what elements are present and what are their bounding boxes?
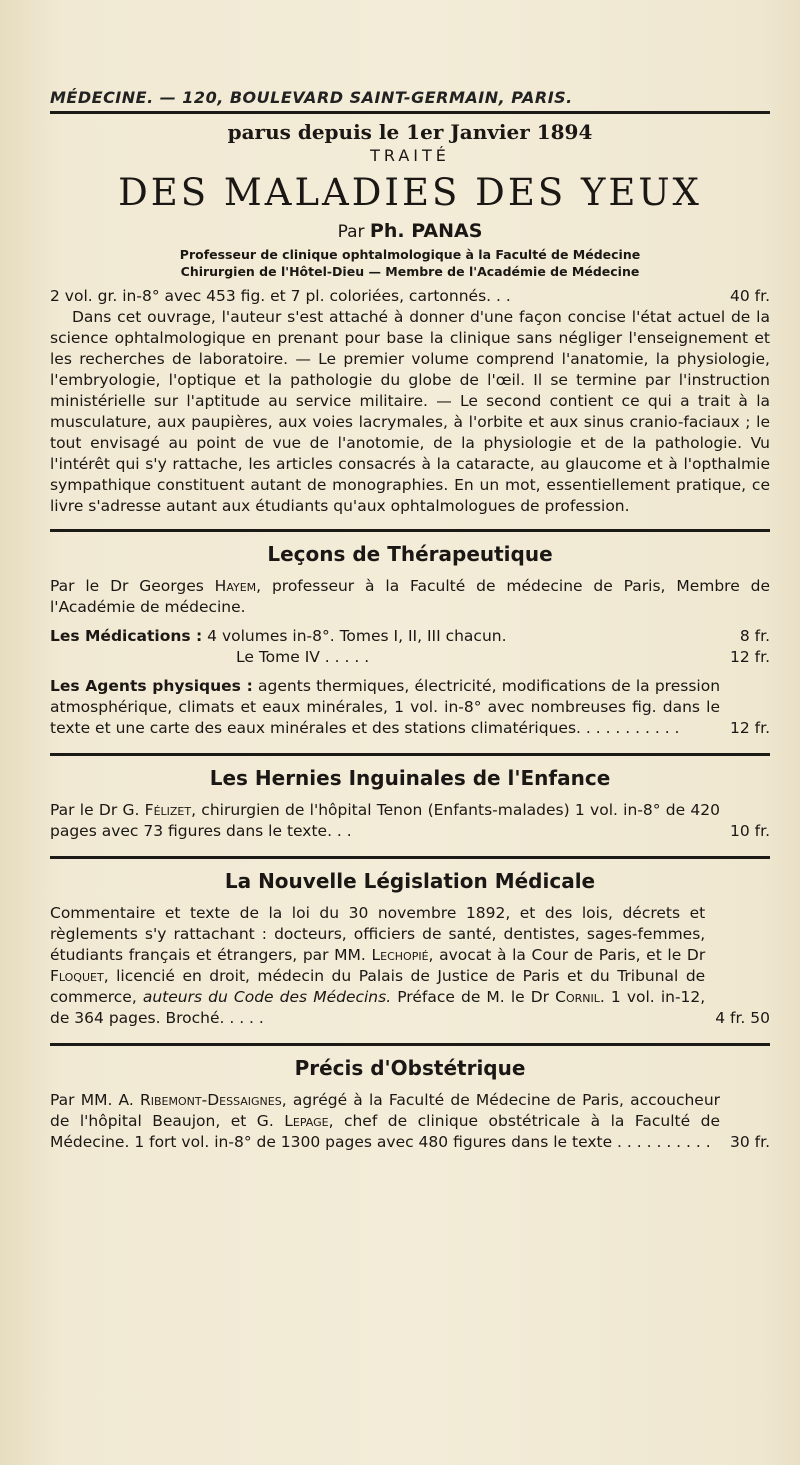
agents-price: 12 fr. xyxy=(730,719,770,737)
felizet-name: Félizet xyxy=(144,801,192,819)
running-head: MÉDECINE. — 120, BOULEVARD SAINT-GERMAIN, PARIS. xyxy=(50,88,573,107)
precis-entry xyxy=(50,1090,720,1153)
agents-label: Les Agents physiques : xyxy=(50,677,253,695)
felizet-line xyxy=(50,800,770,842)
legislation-line xyxy=(50,903,770,1029)
medications-text: 4 volumes in-8°. Tomes I, II, III chacun. xyxy=(207,627,507,645)
tome-iv-text: Le Tome IV . . . . . xyxy=(236,648,370,666)
author-name: Ph. PANAS xyxy=(369,220,483,242)
hayem-intro-text: Par le Dr Georges xyxy=(50,577,204,595)
legislation-entry xyxy=(50,903,705,1029)
lepage-name: Lepage xyxy=(284,1112,329,1130)
legislation-text-4: Préface de M. le Dr xyxy=(397,988,550,1006)
author-affiliation-2: Chirurgien de l'Hôtel-Dieu — Membre de l'Académie de Médecine xyxy=(180,264,640,279)
agents-line xyxy=(50,676,770,739)
legislation-text: Commentaire et texte de la loi du 30 novembre 1892, et des lois, décrets et règlements s'y rattachant : docteurs, officiers de santé, dentistes, sages-femmes, étudiants français et étrangers, par MM. xyxy=(50,904,706,964)
precis-line xyxy=(50,1090,770,1153)
felizet-price: 10 fr. xyxy=(730,822,770,840)
hayem-intro-text-2: , professeur à la Faculté de médecine de Paris, Membre de l'Académie de médecine. xyxy=(50,577,770,616)
medications-line xyxy=(50,626,770,647)
panas-section xyxy=(50,120,770,517)
panas-author xyxy=(50,220,770,242)
medications-label: Les Médications : xyxy=(50,627,203,645)
traite-kicker: TRAITÉ xyxy=(370,146,450,165)
hayem-section xyxy=(50,542,770,739)
lechopie-name: Lechopié xyxy=(371,946,429,964)
felizet-entry xyxy=(50,800,720,842)
advertisement-page xyxy=(50,88,770,1153)
publication-announcement: parus depuis le 1er Janvier 1894 xyxy=(227,120,593,144)
precis-title: Précis d'Obstétrique xyxy=(294,1056,526,1080)
tome-iv-line xyxy=(50,647,770,668)
section-divider xyxy=(50,529,770,532)
felizet-intro-2: , chirurgien de l'hôpital Tenon (Enfants-malades) 1 vol. in-8° de 420 pages avec 73 figures dans le texte. . . xyxy=(50,801,720,840)
author-prefix: Par xyxy=(337,222,365,242)
felizet-title: Les Hernies Inguinales de l'Enfance xyxy=(209,766,611,790)
panas-description: Dans cet ouvrage, l'auteur s'est attaché à donner d'une façon concise l'état actuel de la science ophtalmologique en prenant pour base la clinique sans négliger l'enseignement et les recherches de laboratoire. — Le premier volume comprend l'anatomie, la physiologie, l'embryologie, l'optique et la pathologie du globe de l'œil. Il se termine par l'instruction ministérielle sur l'aptitude au service militaire. — Le second contient ce qui a trait à la musculature, aux paupières, aux voies lacrymales, à l'orbite et aux sinus cranio-faciaux ; le tout envisagé au point de vue de l'anotomie, de la physiologie et de la pathologie. Vu l'intérêt qui s'y rattache, les articles consacrés à la cataracte, au glaucome et à l'opthalmie sympathique constituent autant de monographies. En un mot, essentiellement pratique, ce livre s'adresse autant aux étudiants qu'aux ophtalmologues de profession. xyxy=(50,308,770,515)
legislation-title: La Nouvelle Législation Médicale xyxy=(224,869,596,893)
precis-text-2: , agrégé à la Faculté de Médecine de Paris, accoucheur de l'hôpital Beaujon, et G. xyxy=(50,1091,721,1130)
precis-section xyxy=(50,1056,770,1153)
medications-price: 8 fr. xyxy=(739,627,770,645)
legislation-price: 4 fr. 50 xyxy=(715,1009,770,1027)
hayem-title: Leçons de Thérapeutique xyxy=(267,542,553,566)
felizet-section xyxy=(50,766,770,842)
hayem-name: Hayem xyxy=(214,577,257,595)
section-divider xyxy=(50,1043,770,1046)
floquet-name: Floquet xyxy=(50,967,104,985)
medications-entry xyxy=(50,626,507,647)
ribemont-name: Ribemont-Dessaignes xyxy=(140,1091,282,1109)
felizet-intro: Par le Dr G. xyxy=(50,801,140,819)
legislation-text-3: , licencié en droit, médecin du Palais de Justice de Paris et du Tribunal de commerce, xyxy=(50,967,706,1006)
panas-format-line xyxy=(50,286,770,307)
legislation-text-5: . 1 vol. in-12, de 364 pages. Broché. . . . . xyxy=(50,988,706,1027)
panas-book-title: DES MALADIES DES YEUX xyxy=(118,171,702,214)
hayem-intro xyxy=(50,576,770,618)
precis-text-3: , chef de clinique obstétricale à la Faculté de Médecine. 1 fort vol. in-8° de 1300 pages avec 480 figures dans le texte . . . . . . . . . . xyxy=(50,1112,721,1151)
precis-text: Par MM. A. xyxy=(50,1091,134,1109)
precis-price: 30 fr. xyxy=(730,1133,770,1151)
legislation-section xyxy=(50,869,770,1029)
tome-iv-price: 12 fr. xyxy=(730,648,770,666)
agents-entry xyxy=(50,676,720,739)
panas-format: 2 vol. gr. in-8° avec 453 fig. et 7 pl. coloriées, cartonnés. . . xyxy=(50,287,511,305)
code-des-medecins: auteurs du Code des Médecins. xyxy=(142,988,392,1006)
section-divider xyxy=(50,856,770,859)
legislation-text-2: , avocat à la Cour de Paris, et le Dr xyxy=(428,946,706,964)
section-divider xyxy=(50,753,770,756)
agents-text: agents thermiques, électricité, modifications de la pression atmosphérique, climats et eaux minérales, 1 vol. in-8° avec nombreuses fig. dans le texte et une carte des eaux minérales et des stations climatériques. . . . . . . . . . . xyxy=(50,677,721,737)
header-rule xyxy=(50,111,770,114)
panas-price: 40 fr. xyxy=(730,287,770,305)
author-affiliation-1: Professeur de clinique ophtalmologique à la Faculté de Médecine xyxy=(179,247,641,262)
cornil-name: Cornil xyxy=(555,988,600,1006)
